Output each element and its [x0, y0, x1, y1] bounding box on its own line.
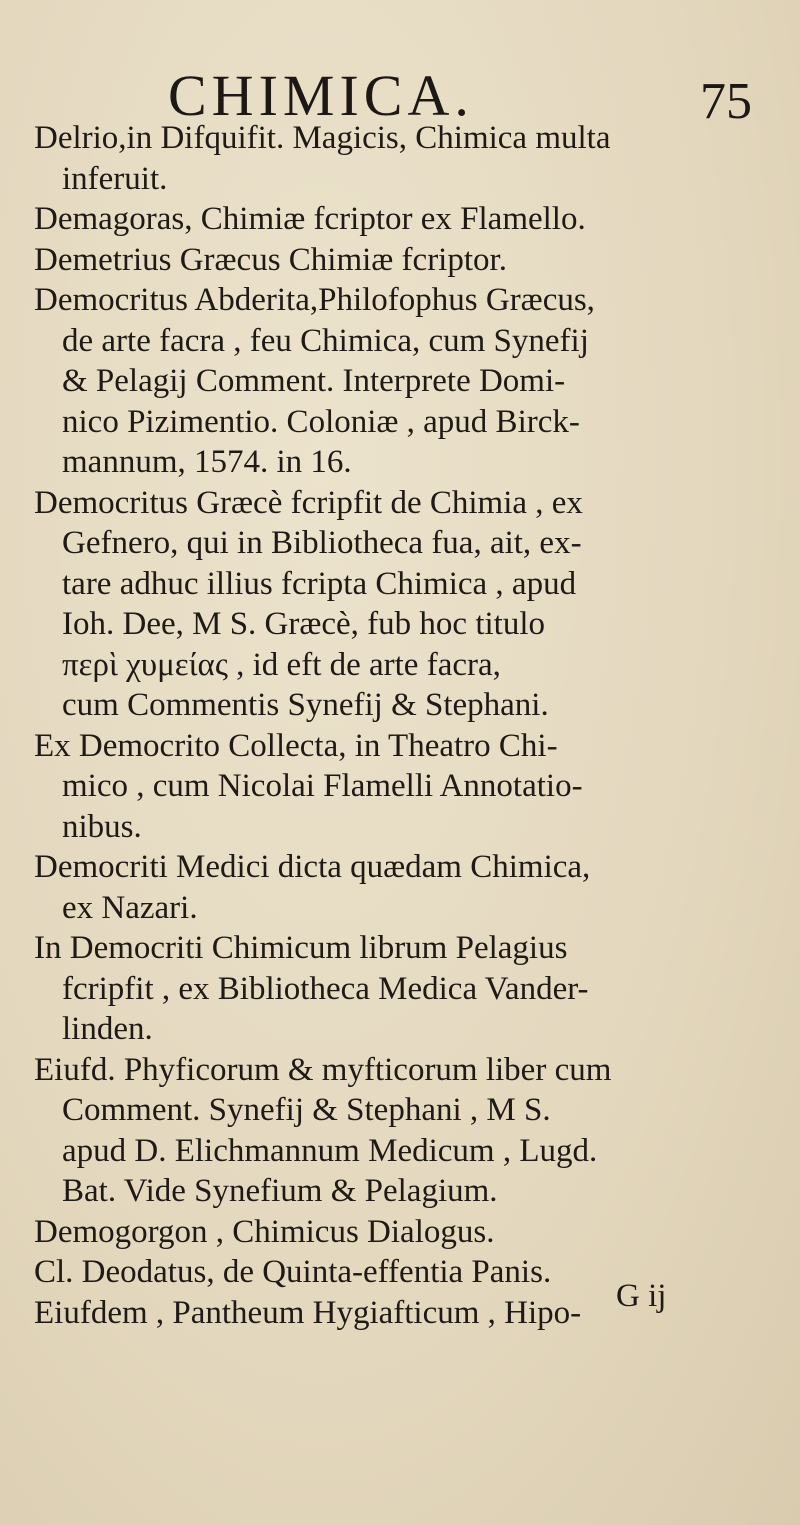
- entry-continuation-line: mico , cum Nicolai Flamelli Annotatio-: [62, 768, 583, 804]
- entry-first-line: Democritus Græcè fcripfit de Chimia , ex: [34, 484, 583, 521]
- entry-continuation-line: nico Pizimentio. Coloniæ , apud Birck-: [62, 403, 580, 440]
- page-number: 75: [700, 73, 752, 130]
- entry-continuation-line: inferuit.: [62, 160, 168, 197]
- entry-continuation-line: Gefnero, qui in Bibliotheca fua, ait, ex-: [62, 525, 582, 561]
- running-head: CHIMICA.: [168, 63, 474, 128]
- entry-first-line: Democritus Abderita,Philofophus Græcus,: [34, 282, 595, 318]
- entry-first-line: Demogorgon , Chimicus Dialogus.: [34, 1213, 495, 1250]
- entry-first-line: Democriti Medici dicta quædam Chimica,: [34, 849, 591, 885]
- entry-first-line: Eiufdem , Pantheum Hygiafticum , Hipo-: [34, 1294, 582, 1331]
- entry-first-line: Ex Democrito Collecta, in Theatro Chi-: [34, 727, 558, 764]
- entry-continuation-line: linden.: [62, 1011, 153, 1047]
- entry-continuation-line: & Pelagij Comment. Interprete Domi-: [62, 363, 566, 399]
- entry-first-line: Demagoras, Chimiæ fcriptor ex Flamello.: [34, 201, 586, 237]
- entry-continuation-line: de arte facra , feu Chimica, cum Synefij: [62, 322, 589, 359]
- entry-first-line: In Democriti Chimicum librum Pelagius: [34, 930, 568, 966]
- entry-continuation-line: περὶ χυμείας , id eft de arte facra,: [62, 646, 501, 683]
- entry-continuation-line: fcripfit , ex Bibliotheca Medica Vander-: [62, 970, 589, 1007]
- entry-continuation-line: Comment. Synefij & Stephani , M S.: [62, 1092, 551, 1128]
- entry-continuation-line: tare adhuc illius fcripta Chimica , apud: [62, 565, 577, 602]
- entry-continuation-line: nibus.: [62, 808, 142, 845]
- entry-continuation-line: ex Nazari.: [62, 889, 198, 926]
- entry-continuation-line: Ioh. Dee, M S. Græcè, fub hoc titulo: [62, 606, 545, 642]
- entry-first-line: Cl. Deodatus, de Quinta-effentia Panis.: [34, 1254, 552, 1290]
- entry-continuation-line: mannum, 1574. in 16.: [62, 444, 352, 480]
- entry-first-line: Eiufd. Phyficorum & myfticorum liber cum: [34, 1051, 612, 1088]
- index-entries: [34, 118, 794, 1333]
- entry-continuation-line: apud D. Elichmannum Medicum , Lugd.: [62, 1132, 598, 1169]
- entry-continuation-line: Bat. Vide Synefium & Pelagium.: [62, 1173, 498, 1209]
- entry-first-line: Demetrius Græcus Chimiæ fcriptor.: [34, 241, 507, 278]
- signature-mark: G ij: [616, 1278, 667, 1314]
- entry-first-line: Delrio,in Difquifit. Magicis, Chimica multa: [34, 120, 611, 156]
- entry-continuation-line: cum Commentis Synefij & Stephani.: [62, 687, 549, 723]
